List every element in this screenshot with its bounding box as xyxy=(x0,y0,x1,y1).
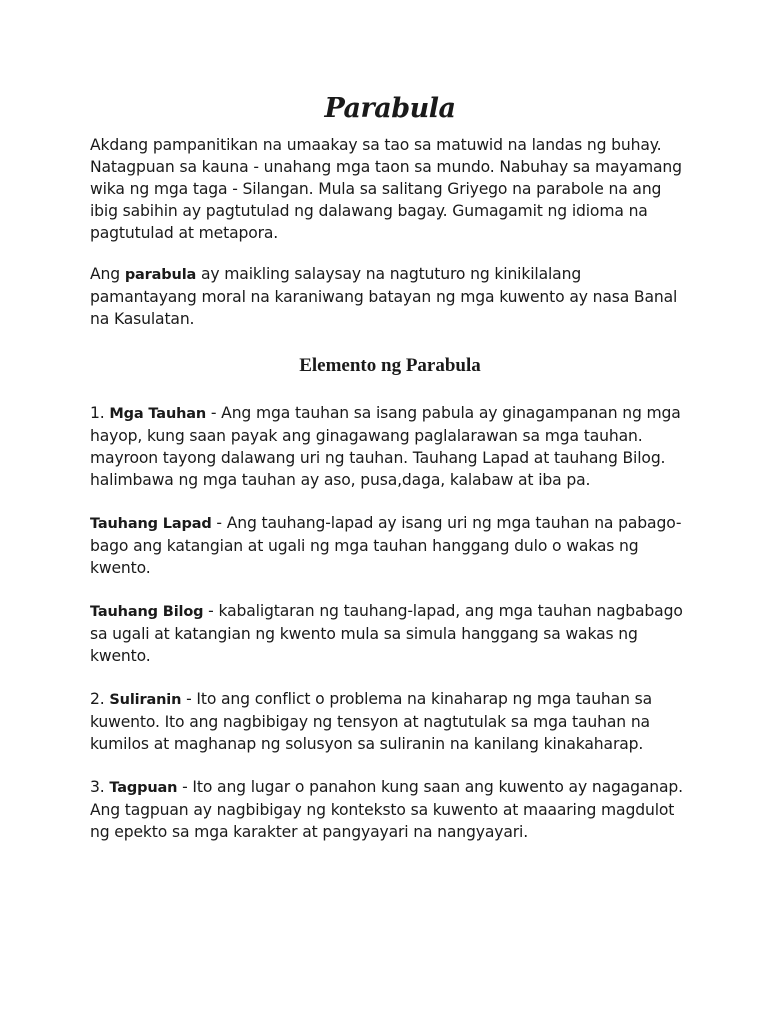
element-item-tauhang-bilog xyxy=(90,600,690,667)
document-page xyxy=(90,92,690,843)
element-term: Suliranin xyxy=(109,692,182,708)
element-text: - Ito ang conflict o problema na kinaharap ng mga tauhan sa kuwento. Ito ang nagbibigay ng tensyon at nagtutulak sa mga tauhan na kumilos at maghanap ng solusyon sa suliranin na kanilang kinakaharap. xyxy=(90,690,652,753)
element-term: Tauhang Lapad xyxy=(90,516,212,532)
element-term: Tagpuan xyxy=(109,780,178,796)
document-title: Parabula xyxy=(324,93,456,124)
element-term: Mga Tauhan xyxy=(109,406,207,422)
element-item-tauhang-lapad xyxy=(90,512,690,579)
element-term: Tauhang Bilog xyxy=(90,604,204,620)
element-item-suliranin xyxy=(90,688,690,755)
section-heading: Elemento ng Parabula xyxy=(299,355,481,376)
intro-paragraph: Akdang pampanitikan na umaakay sa tao sa matuwid na landas ng buhay. Natagpuan sa kauna - unahang mga taon sa mundo. Nabuhay sa mayamang wika ng mga taga - Silangan. Mula sa salitang Griyego na parabole na ang ibig sabihin ay pagtutulad ng dalawang bagay. Gumagamit ng idioma na pagtutulad at metapora. xyxy=(90,136,682,242)
element-text: - kabaligtaran ng tauhang-lapad, ang mga tauhan nagbabago sa ugali at katangian ng kwento mula sa simula hanggang sa wakas ng kwento. xyxy=(90,602,683,665)
element-item-tauhan xyxy=(90,402,690,491)
element-number: 2. xyxy=(90,690,110,708)
element-text: - Ito ang lugar o panahon kung saan ang kuwento ay nagaganap. Ang tagpuan ay nagbibigay ng konteksto sa kuwento at maaaring magdulot ng epekto sa mga karakter at pangyayari na nangyayari. xyxy=(90,778,683,841)
definition-paragraph xyxy=(90,263,690,330)
element-text: - Ang tauhang-lapad ay isang uri ng mga tauhan na pabago-bago ang katangian at ugali ng mga tauhan hanggang dulo o wakas ng kwento. xyxy=(90,514,682,577)
definition-text: ay maikling salaysay na nagtuturo ng kinikilalang pamantayang moral na karaniwang batayan ng mga kuwento ay nasa Banal na Kasulatan. xyxy=(90,265,678,328)
definition-term: parabula xyxy=(124,267,197,283)
element-number: 1. xyxy=(90,404,110,422)
element-number: 3. xyxy=(90,778,110,796)
element-text: - Ang mga tauhan sa isang pabula ay ginagampanan ng mga hayop, kung saan payak ang ginagawang paglalarawan sa mga tauhan. mayroon tayong dalawang uri ng tauhan. Tauhang Lapad at tauhang Bilog. halimbawa ng mga tauhan ay aso, pusa,daga, kalabaw at iba pa. xyxy=(90,404,681,489)
element-item-tagpuan xyxy=(90,776,690,843)
definition-lead: Ang xyxy=(90,265,125,283)
